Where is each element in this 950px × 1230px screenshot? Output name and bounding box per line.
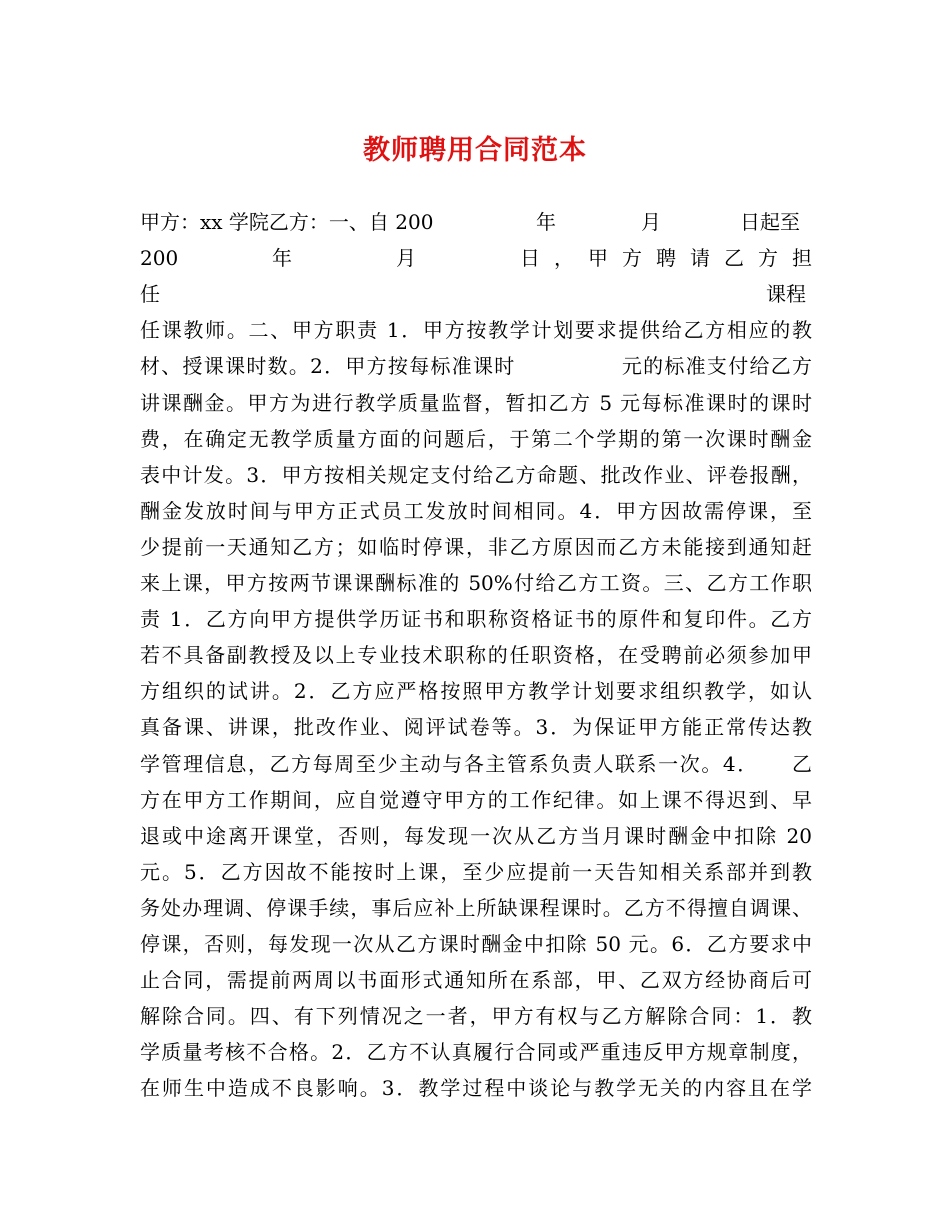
body-line: 方在甲方工作期间，应自觉遵守甲方的工作纪律。如上课不得迟到、早: [140, 787, 812, 812]
body-line: 来上课，甲方按两节课课酬标准的 50%付给乙方工资。三、乙方工作职: [140, 571, 812, 595]
header-segment: 年: [272, 246, 292, 271]
header-line: [140, 276, 812, 312]
body-line: 材、授课课时数。2．甲方按每标准课时 元的标准支付给乙方: [140, 354, 812, 379]
body-line: 讲课酬金。甲方为进行教学质量监督，暂扣乙方 5 元每标准课时的课时: [140, 390, 812, 415]
body-line: 在师生中造成不良影响。3．教学过程中谈论与教学无关的内容且在学: [140, 1076, 812, 1101]
body-line: 止合同，需提前两周以书面形式通知所在系部，甲、乙双方经协商后可: [140, 968, 812, 993]
header-segment: 月: [641, 210, 661, 234]
body-line: 方组织的试讲。2．乙方应严格按照甲方教学计划要求组织教学，如认: [140, 679, 812, 704]
body-line: 真备课、讲课，批改作业、阅评试卷等。3．为保证甲方能正常传达教: [140, 715, 812, 740]
header-segment: 月: [396, 246, 416, 271]
document-title: 教师聘用合同范本: [363, 135, 587, 166]
body-line: 学管理信息，乙方每周至少主动与各主管系负责人联系一次。4． 乙: [140, 751, 812, 776]
header-segment: 日起至: [740, 210, 800, 234]
header-segment: 日 ， 甲 方 聘 请 乙 方 担: [520, 246, 812, 271]
body-line: 少提前一天通知乙方；如临时停课，非乙方原因而乙方未能接到通知赶: [140, 534, 812, 559]
body-line: 停课，否则，每发现一次从乙方课时酬金中扣除 50 元。6．乙方要求中: [140, 932, 812, 956]
header-segment: 任: [140, 282, 160, 307]
body-line: 学质量考核不合格。2．乙方不认真履行合同或严重违反甲方规章制度，: [140, 1040, 812, 1065]
body-line: 元。5．乙方因故不能按时上课，至少应提前一天告知相关系部并到教: [140, 859, 812, 884]
body-line: 退或中途离开课堂，否则，每发现一次从乙方当月课时酬金中扣除 20: [140, 823, 812, 848]
header-segment: 200: [140, 246, 179, 271]
body-line: 任课教师。二、甲方职责 1．甲方按教学计划要求提供给乙方相应的教: [140, 318, 812, 343]
body-line: 表中计发。3．甲方按相关规定支付给乙方命题、批改作业、评卷报酬，: [140, 462, 812, 487]
header-segment: 年: [536, 210, 556, 234]
body-line: 酬金发放时间与甲方正式员工发放时间相同。4．甲方因故需停课，至: [140, 498, 812, 523]
header-segment: 甲方：xx 学院乙方：一、自 200: [140, 210, 434, 234]
header-segment: 课程: [766, 282, 806, 307]
header-line: [140, 204, 812, 240]
body-line: 费，在确定无教学质量方面的问题后，于第二个学期的第一次课时酬金: [140, 426, 812, 451]
header-line: [140, 240, 812, 276]
body-line: 若不具备副教授及以上专业技术职称的任职资格，在受聘前必须参加甲: [140, 643, 812, 668]
body-line: 解除合同。四、有下列情况之一者，甲方有权与乙方解除合同：1．教: [140, 1004, 812, 1029]
body-line: 务处办理调、停课手续，事后应补上所缺课程课时。乙方不得擅自调课、: [140, 895, 812, 920]
body-line: 责 1．乙方向甲方提供学历证书和职称资格证书的原件和复印件。乙方: [140, 607, 812, 632]
